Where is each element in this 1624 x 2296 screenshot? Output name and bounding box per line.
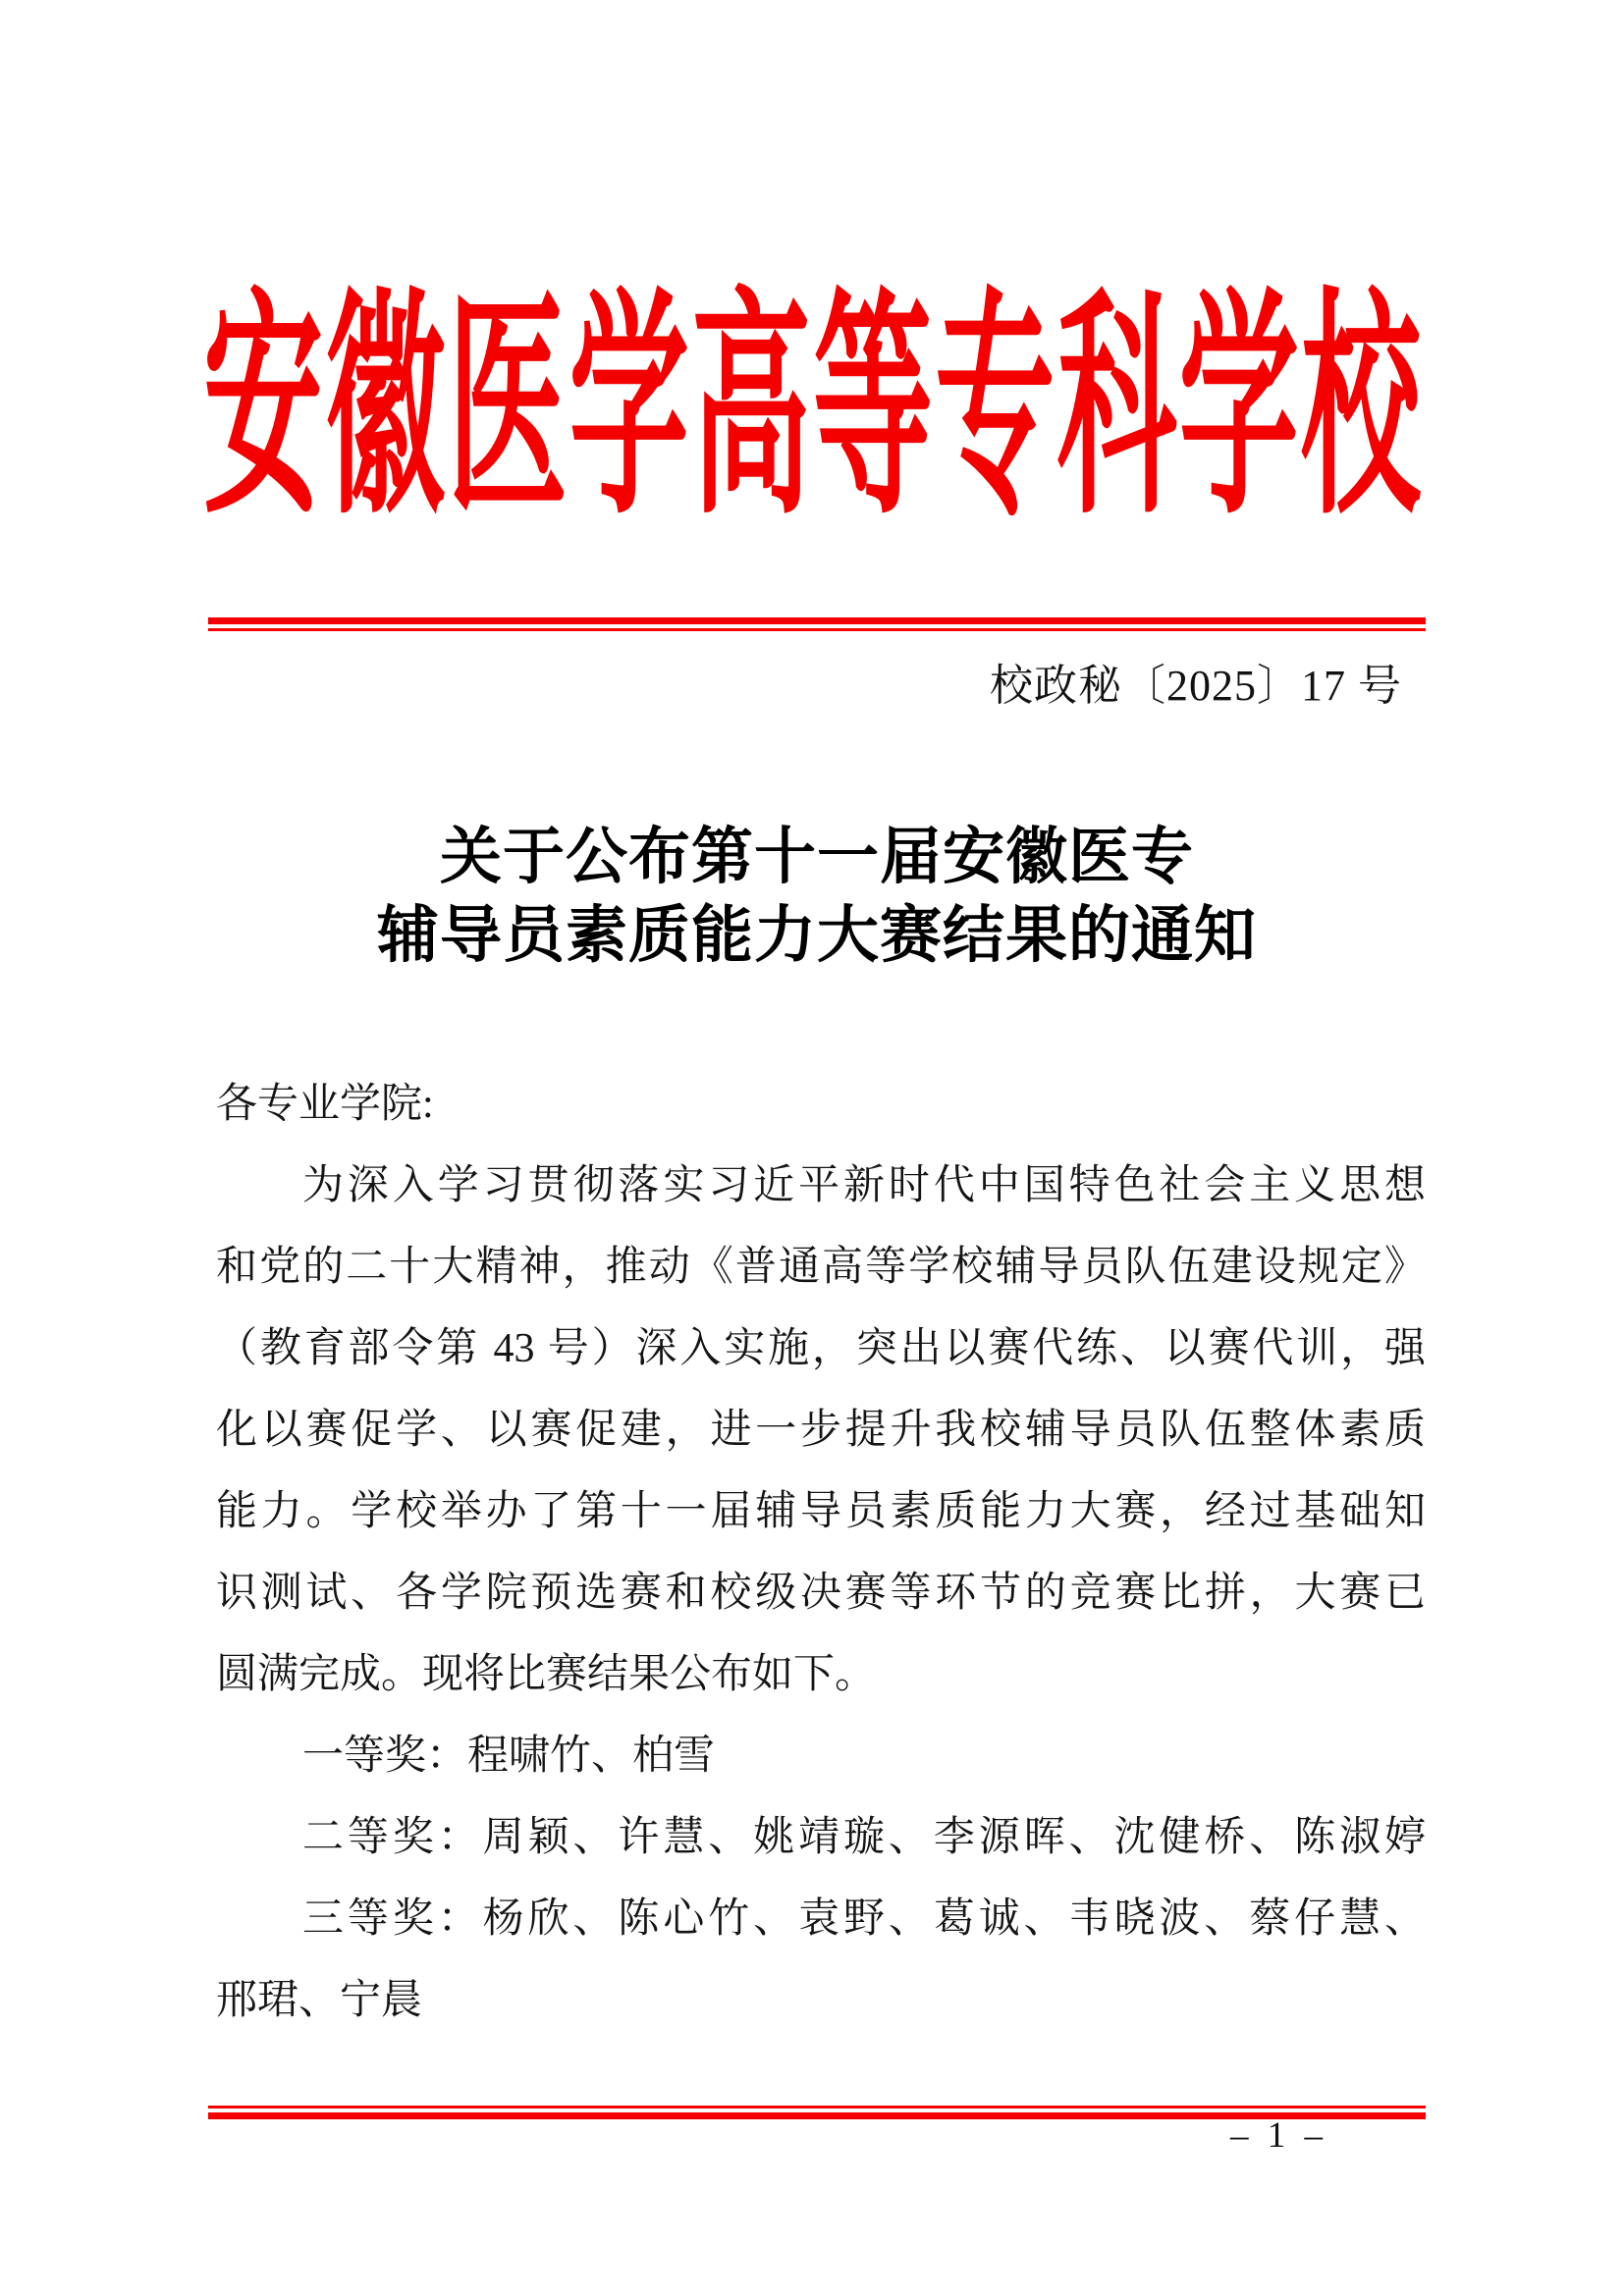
top-separator-thick-rule [208, 617, 1426, 624]
body-line: 为深入学习贯彻落实习近平新时代中国特色社会主义思想 [302, 1163, 1426, 1208]
notice-title [208, 818, 1426, 975]
salutation-line: 各专业学院: [216, 1082, 434, 1127]
notice-body [216, 1064, 1426, 2042]
notice-title-line2: 辅导员素质能力大赛结果的通知 [377, 901, 1257, 970]
page-number: – 1 – [1230, 2115, 1327, 2156]
third-prize-line-continued: 邢珺、宁晨 [216, 1978, 423, 2023]
body-line: （教育部令第 43 号）深入实施，突出以赛代练、以赛代训，强 [216, 1326, 1426, 1371]
body-line: 能力。学校举办了第十一届辅导员素质能力大赛，经过基础知 [216, 1489, 1426, 1534]
body-line: 化以赛促学、以赛促建，进一步提升我校辅导员队伍整体素质 [216, 1408, 1426, 1453]
school-name-header: 安徽医学高等专科学校 [203, 278, 1421, 543]
notice-title-line1: 关于公布第十一届安徽医专 [440, 823, 1194, 891]
first-prize-line: 一等奖：程啸竹、柏雪 [302, 1734, 716, 1779]
body-line: 识测试、各学院预选赛和校级决赛等环节的竞赛比拼，大赛已 [216, 1571, 1426, 1616]
document-number: 校政秘〔2025〕17 号 [990, 662, 1402, 710]
third-prize-line: 三等奖：杨欣、陈心竹、袁野、葛诚、韦晓波、蔡仔慧、 [302, 1896, 1426, 1942]
bottom-separator-thin-rule [208, 2106, 1426, 2109]
second-prize-line: 二等奖：周颖、许慧、姚靖璇、李源晖、沈健桥、陈淑婷 [302, 1815, 1426, 1860]
top-separator-thin-rule [208, 628, 1426, 631]
body-line: 和党的二十大精神，推动《普通高等学校辅导员队伍建设规定》 [216, 1245, 1426, 1290]
body-line: 圆满完成。现将比赛结果公布如下。 [216, 1652, 877, 1697]
